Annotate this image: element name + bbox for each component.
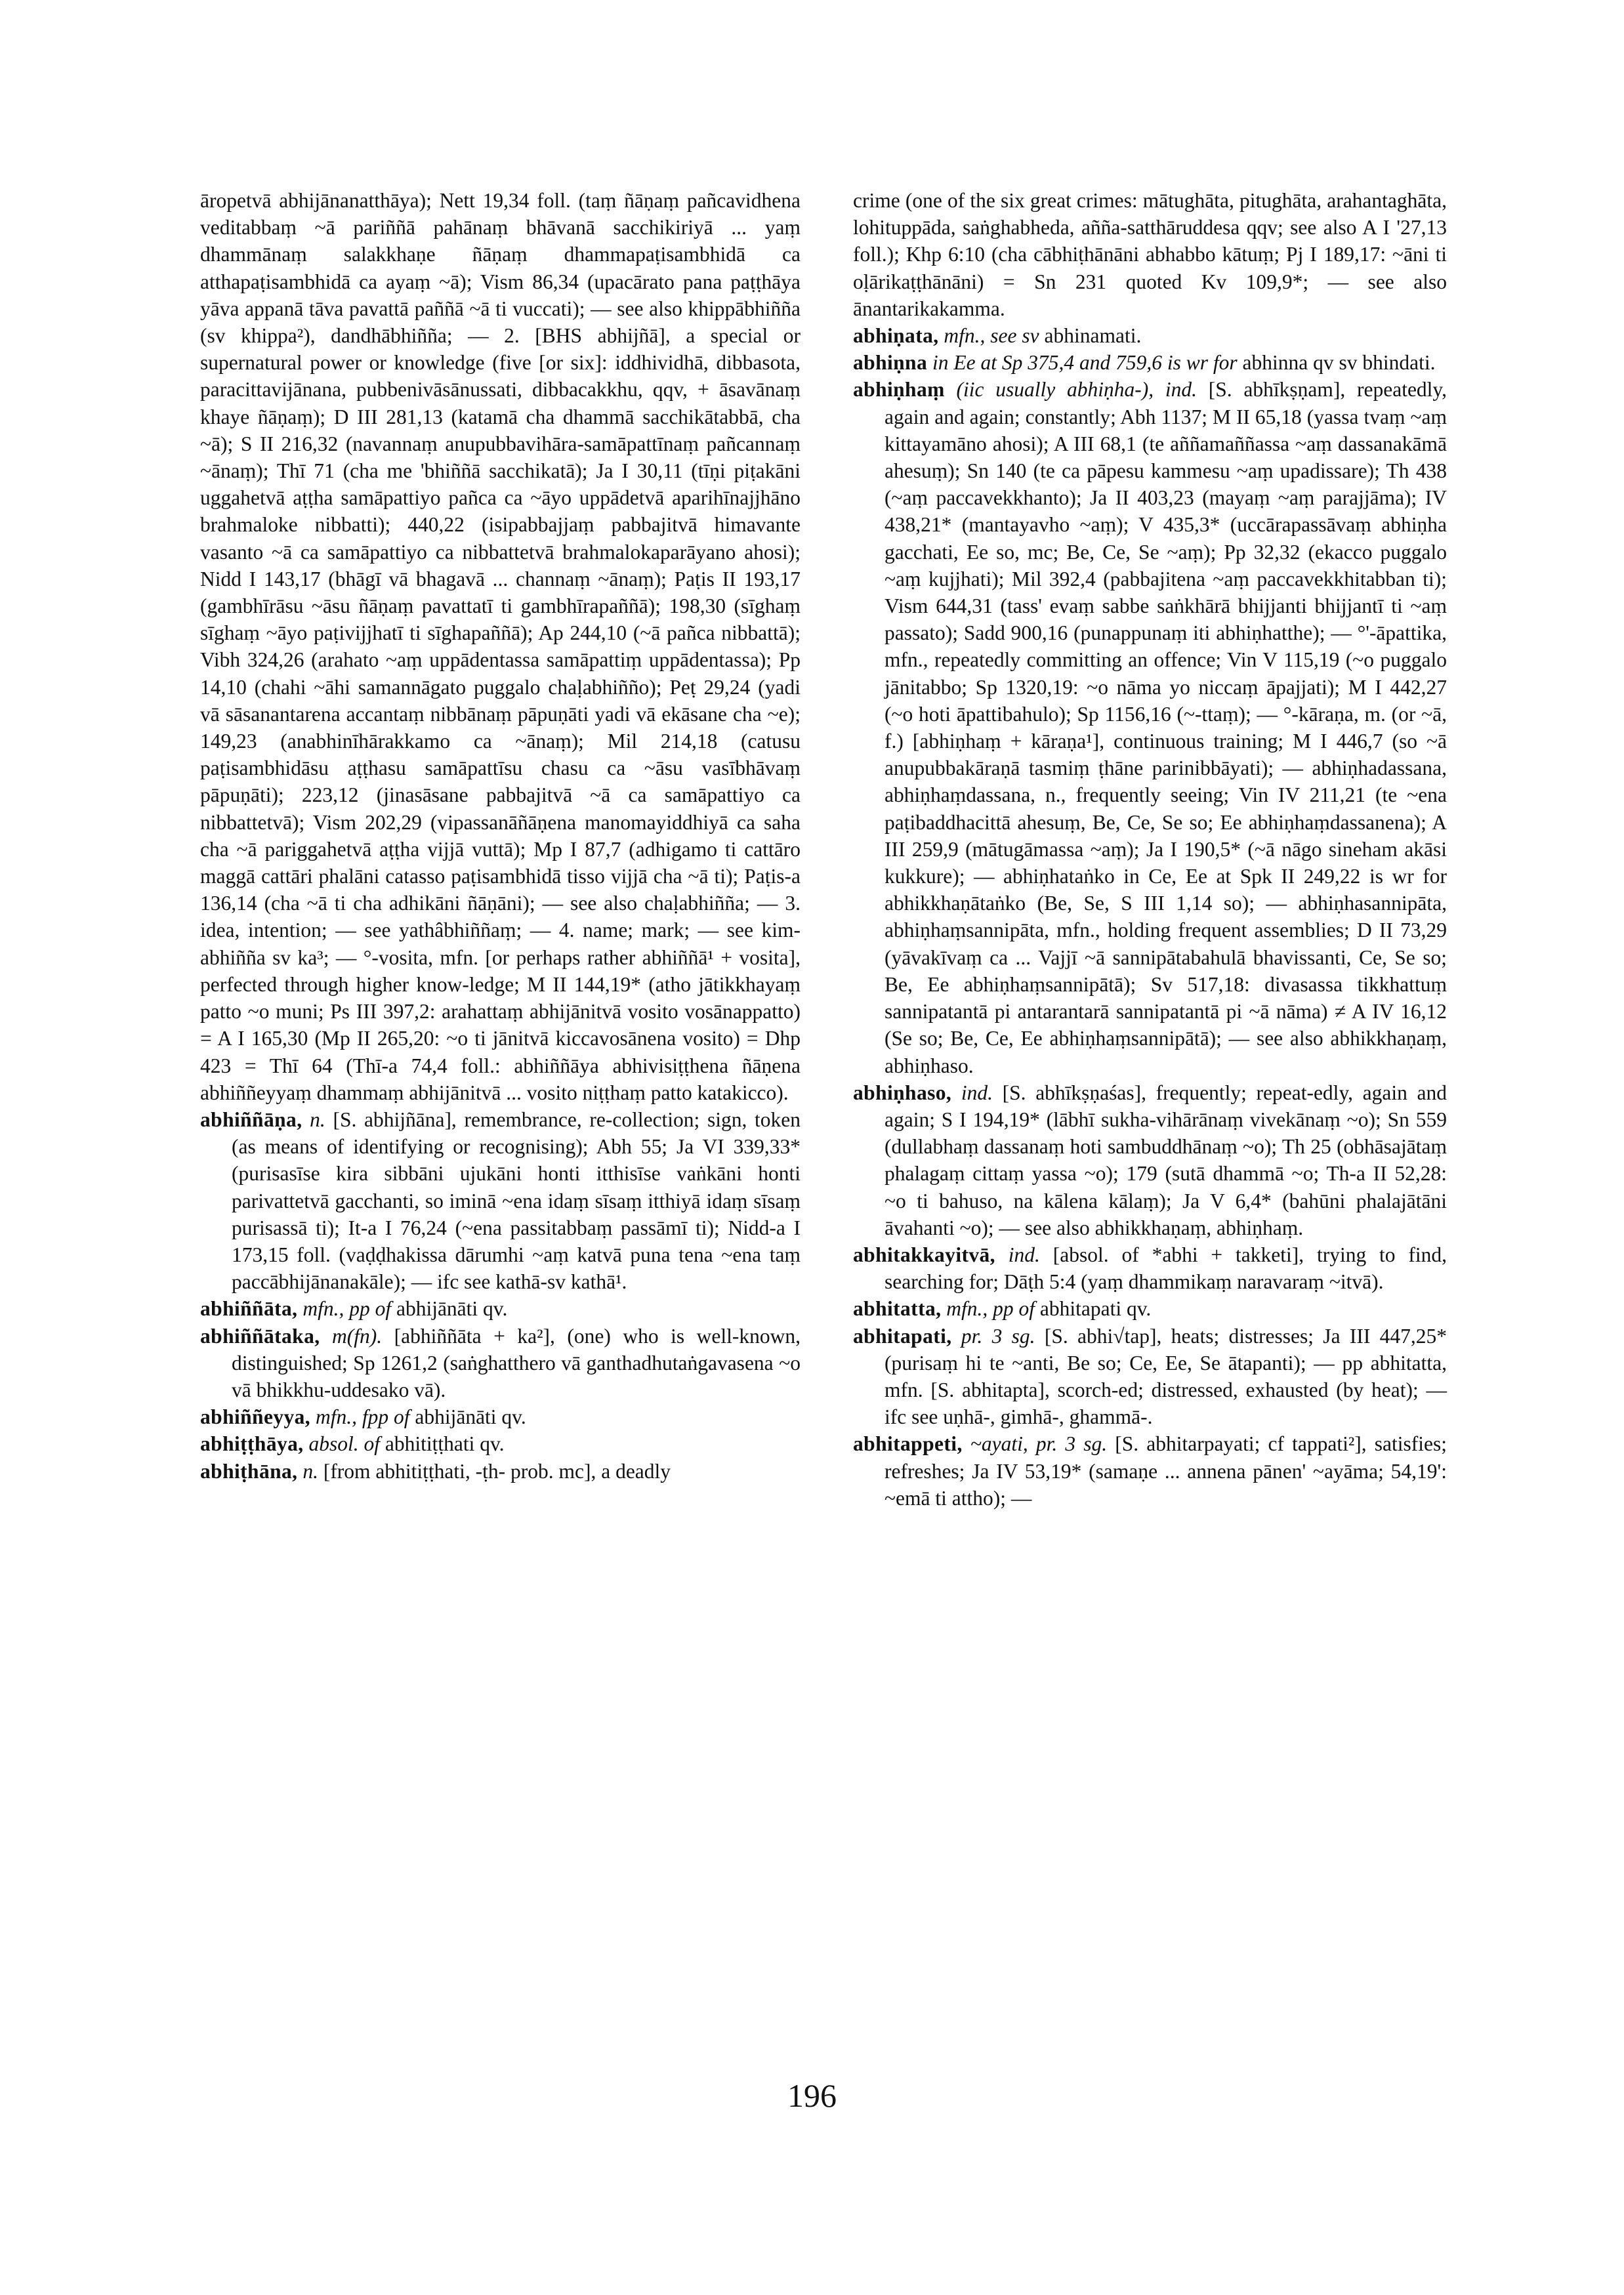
entry-headword: abhiññāta,	[200, 1297, 298, 1321]
entry-text: [from abhitiṭṭhati, -ṭh- prob. mc], a deadly	[323, 1459, 671, 1483]
entry-text: [S. abhīkṣṇaśas], frequently; repeat-edly, again and again; S I 194,19* (lābhī sukha-vihārānaṃ vivekānaṃ ~o); Sn 559 (dullabhaṃ dassanaṃ hoti sambuddhānaṃ ~o); Th 25 (obhāsajātaṃ phalagaṃ cittaṃ yassa ~o); 179 (sutā dhammā ~o; Th-a II 52,28: ~o ti bahuso, na kālena kālaṃ); Ja V 6,4* (bahūni phalajātāni āvahanti ~o); — see also abhikkhaṇaṃ, abhiṇhaṃ.	[885, 1081, 1447, 1239]
entry-headword: abhiṇna	[853, 351, 928, 375]
entry-text: [S. abhīkṣṇam], repeatedly, again and again; constantly; Abh 1137; M II 65,18 (yassa tvaṃ ~aṃ kittayamāno ahosi); A III 68,1 (te aññamaññassa ~aṃ dassanakāmā ahesuṃ); Sn 140 (te ca pāpesu kammesu ~aṃ upadissare); Th 438 (~aṃ paccavekkhanto); Ja II 403,23 (mayaṃ ~aṃ parajjāma); IV 438,21* (mantayavho ~aṃ); V 435,3* (uccārapassāvaṃ abhiṇha gacchati, Ee so, mc; Be, Ce, Se ~aṃ); Pp 32,32 (ekacco puggalo ~aṃ kujjhati); Mil 392,4 (pabbajitena ~aṃ paccavekkhitabban ti); Vism 644,31 (tass' evaṃ sabbe saṅkhārā bhijjanti bhijjantī ti ~aṃ passato); Sadd 900,16 (punappunaṃ iti abhiṇhatthe); — °'-āpattika, mfn., repeatedly committing an offence; Vin V 115,19 (~o puggalo jānitabbo; Sp 1320,19: ~o nāma yo niccaṃ āpajjati); M I 442,27 (~o hoti āpattibahulo); Sp 1156,16 (~-ttaṃ); — °-kāraṇa, m. (or ~ā, f.) [abhiṇhaṃ + kāraṇa¹], continuous training; M I 446,7 (so ~ā anupubbakāraṇā tasmiṃ ṭhāne parinibbāyati); — abhiṇhadassana, abhiṇhaṃdassana, n., frequently seeing; Vin IV 211,21 (te ~ena paṭibaddhacittā ahesuṃ, Be, Ce, Se so; Ee abhiṇhaṃdassanena); A III 259,9 (mātugāmassa ~aṃ); Ja I 190,5* (~ā nāgo sineham akāsi kukkure); — abhiṇhataṅko in Ce, Ee at Spk II 249,22 is wr for abhikkhaṇātaṅko (Be, Se, S III 1,14 so); — abhiṇhasannipāta, abhiṇhaṃsannipāta, mfn., holding frequent assemblies; D II 73,29 (yāvakīvaṃ ca ... Vajjī ~ā sannipātabahulā bhavissanti, Ce, Se so; Be, Ee abhiṇhaṃsannipātā); Sv 517,18: divasassa tikkhattuṃ sannipatantā pi antarantarā sannipatantā pi ~ā nāma) ≠ A IV 16,12 (Se so; Be, Ce, Ee abhiṇhaṃsannipātā); — see also abhikkhaṇaṃ, abhiṇhaso.	[885, 378, 1447, 1077]
dictionary-entry	[200, 1430, 801, 1457]
dictionary-entry	[853, 1295, 1447, 1322]
entry-grammar: mfn., see sv	[944, 324, 1039, 348]
dictionary-entry	[200, 1295, 801, 1322]
dictionary-entry	[853, 1323, 1447, 1431]
entry-text: abhitiṭṭhati qv.	[385, 1432, 505, 1456]
entry-grammar: (iic usually abhiṇha-), ind.	[956, 378, 1197, 402]
entry-headword: abhiññātaka,	[200, 1324, 320, 1348]
entry-text: abhijānāti qv.	[415, 1405, 526, 1429]
dictionary-entry	[853, 349, 1447, 376]
dictionary-entry	[853, 376, 1447, 1079]
entry-headword: abhiṇhaṃ	[853, 378, 945, 402]
entry-text: [S. abhi√tap], heats; distresses; Ja III 447,25* (purisaṃ hi te ~anti, Be so; Ce, Ee, Se ātapanti); — pp abhitatta, mfn. [S. abhitapta], scorch-ed; distressed, exhausted (by heat); — ifc see uṇhā-, gimhā-, ghammā-.	[885, 1324, 1447, 1429]
entry-grammar: absol. of	[308, 1432, 380, 1456]
entry-grammar: mfn., pp of	[302, 1297, 392, 1321]
entry-text: [abhiññāta + ka²], (one) who is well-known, distinguished; Sp 1261,2 (saṅghatthero vā ganthadhutaṅgavasena ~o vā bhikkhu-uddesako vā).	[232, 1324, 801, 1401]
entry-grammar: ind.	[1008, 1243, 1040, 1266]
left-column	[200, 187, 801, 1485]
entry-headword: abhitatta,	[853, 1297, 942, 1321]
entry-text: [absol. of *abhi + takketi], trying to find, searching for; Dāṭh 5:4 (yaṃ dhammikaṃ naravaraṃ ~itvā).	[885, 1243, 1447, 1294]
entry-text: abhijānāti qv.	[396, 1297, 508, 1321]
entry-grammar: n.	[310, 1107, 325, 1131]
entry-text: abhinna qv sv bhindati.	[1242, 351, 1436, 375]
entry-text: crime (one of the six great crimes: mātughāta, pitughāta, arahantaghāta, lohituppāda, saṅghabheda, añña-satthāruddesa qqv; see also A I '27,13 foll.); Khp 6:10 (cha cābhiṭhānāni abhabbo kātuṃ; Pj I 189,17: ~āni ti oḷārikaṭṭhānāni) = Sn 231 quoted Kv 109,9*; — see also ānantarikakamma.	[853, 189, 1447, 320]
entry-headword: abhiṇata,	[853, 324, 939, 348]
entry-text: [S. abhijñāna], remembrance, re-collection; sign, token (as means of identifying or recognising); Abh 55; Ja VI 339,33* (purisasīse kira sibbāni ujukāni honti itthisīse vaṅkāni honti parivattetvā gacchanti, so iminā ~ena idaṃ sīsaṃ itthiyā idaṃ sīsaṃ purisassā ti); It-a I 76,24 (~ena passitabbaṃ passāmī ti); Nidd-a I 173,15 foll. (vaḍḍhakissa dārumhi ~aṃ katvā puna tena ~ena taṃ paccābhijānanakāle); — ifc see kathā-sv kathā¹.	[232, 1107, 801, 1294]
entry-grammar: mfn., pp of	[946, 1297, 1035, 1321]
entry-headword: abhitakkayitvā,	[853, 1243, 995, 1266]
entry-text: [S. abhitarpayati; cf tappati²], satisfies; refreshes; Ja IV 53,19* (samaṇe ... annena pānen' ~ayāma; 54,19': ~emā ti attho); —	[885, 1432, 1447, 1510]
entry-text: āropetvā abhijānanatthāya); Nett 19,34 foll. (taṃ ñāṇaṃ pañcavidhena veditabbaṃ ~ā pariññā pahānaṃ bhāvanā sacchikiriyā ... yaṃ dhammānaṃ salakkhaṇe ñāṇaṃ dhammapaṭisambhidā ca atthapaṭisambhidā ca ayaṃ ~ā); Vism 86,34 (upacārato pana paṭṭhāya yāva appanā tāva pavattā paññā ~ā ti vuccati); — see also khippābhiñña (sv khippa²), dandhābhiñña; — 2. [BHS abhijñā], a special or supernatural power or knowledge (five [or six]: iddhividhā, dibbasota, paracittavijānana, pubbenivāsānussati, dibbacakkhu, qqv, + āsavānaṃ khaye ñāṇaṃ); D III 281,13 (katamā cha dhammā sacchikātabbā, cha ~ā); S II 216,32 (navannaṃ anupubbavihāra-samāpattīnaṃ pañcannaṃ ~ānaṃ); Thī 71 (cha me 'bhiññā sacchikatā); Ja I 30,11 (tīṇi piṭakāni uggahetvā aṭṭha samāpattiyo pañca ca ~āyo uppādetvā aparihīnajjhāno brahmaloke nibbatti); 440,22 (isipabbajjaṃ pabbajitvā himavante vasanto ~ā ca samāpattiyo ca nibbattetvā brahmalokaparāyano ahosi); Nidd I 143,17 (bhāgī vā bhagavā ... channaṃ ~ānaṃ); Paṭis II 193,17 (gambhīrāsu ~āsu ñāṇaṃ pavattatī ti gambhīrapaññā); 198,30 (sīghaṃ sīghaṃ ~āyo paṭivijjhatī ti sīghapaññā); Ap 244,10 (~ā pañca nibbattā); Vibh 324,26 (arahato ~aṃ uppādentassa samāpattiṃ uppādentassa); Pp 14,10 (chahi ~āhi samannāgato puggalo chaḷabhiñño); Peṭ 29,24 (yadi vā sāsanantarena accantaṃ nibbānaṃ pāpuṇāti yadi vā ekāsane cha ~e); 149,23 (anabhinīhārakkamo ca ~ānaṃ); Mil 214,18 (catusu paṭisambhidāsu aṭṭhasu samāpattīsu chasu ca ~āsu vasībhāvaṃ pāpuṇāti); 223,12 (jinasāsane pabbajitvā ~ā ca samāpattiyo ca nibbattetvā); Vism 202,29 (vipassanāñāṇena manomayiddhiyā ca saha cha ~ā pariggahetvā aṭṭha vijjā vuttā); Mp I 87,7 (adhigamo ti cattāro maggā cattāri phalāni catasso paṭisambhidā tisso vijjā cha ~ā ti); Paṭis-a 136,14 (cha ~ā ti cha adhikāni ñāṇāni); — see also chaḷabhiñña; — 3. idea, intention; — see yathâbhiññaṃ; — 4. name; mark; — see kim-abhiñña sv ka³; — °-vosita, mfn. [or perhaps rather abhiññā¹ + vosita], perfected through higher know-ledge; M II 144,19* (atho jātikkhayaṃ patto ~o muni; Ps III 397,2: arahattaṃ abhijānitvā vosito vosānappatto) = A I 165,30 (Mp II 265,20: ~o ti jānitvā kiccavosānena vosito) = Dhp 423 = Thī 64 (Thī-a 74,4 foll.: abhiññāya abhivisiṭṭhena ñāṇena abhiññeyyaṃ dhammaṃ abhijānitvā ... vosito niṭṭhaṃ patto katakicco).	[200, 189, 801, 1104]
entry-headword: abhiṭṭhāya,	[200, 1432, 304, 1456]
entry-headword: abhitappeti,	[853, 1432, 963, 1456]
entry-text: abhitapati qv.	[1039, 1297, 1152, 1321]
right-column	[853, 187, 1447, 1512]
entry-continuation	[853, 187, 1447, 322]
entry-grammar: ~ayati, pr. 3 sg.	[970, 1432, 1108, 1456]
dictionary-entry	[200, 1403, 801, 1430]
entry-headword: abhitapati,	[853, 1324, 952, 1348]
entry-headword: abhiññāṇa,	[200, 1107, 302, 1131]
dictionary-entry	[853, 322, 1447, 349]
entry-headword: abhiṇhaso,	[853, 1081, 952, 1104]
dictionary-entry	[200, 1323, 801, 1404]
entry-headword: abhiṭhāna,	[200, 1459, 298, 1483]
dictionary-entry	[200, 1458, 801, 1485]
entry-grammar: ind.	[961, 1081, 993, 1104]
dictionary-entry	[853, 1079, 1447, 1241]
entry-grammar: pr. 3 sg.	[961, 1324, 1035, 1348]
entry-grammar: in Ee at Sp 375,4 and 759,6 is wr for	[932, 351, 1238, 375]
entry-text: abhinamati.	[1044, 324, 1142, 348]
dictionary-entry	[200, 1106, 801, 1295]
entry-grammar: n.	[302, 1459, 318, 1483]
entry-grammar: m(fn).	[332, 1324, 383, 1348]
dictionary-entry	[853, 1241, 1447, 1295]
entry-grammar: mfn., fpp of	[315, 1405, 410, 1429]
entry-headword: abhiññeyya,	[200, 1405, 311, 1429]
entry-continuation	[200, 187, 801, 1106]
dictionary-entry	[853, 1430, 1447, 1512]
page-number: 196	[787, 2077, 837, 2114]
